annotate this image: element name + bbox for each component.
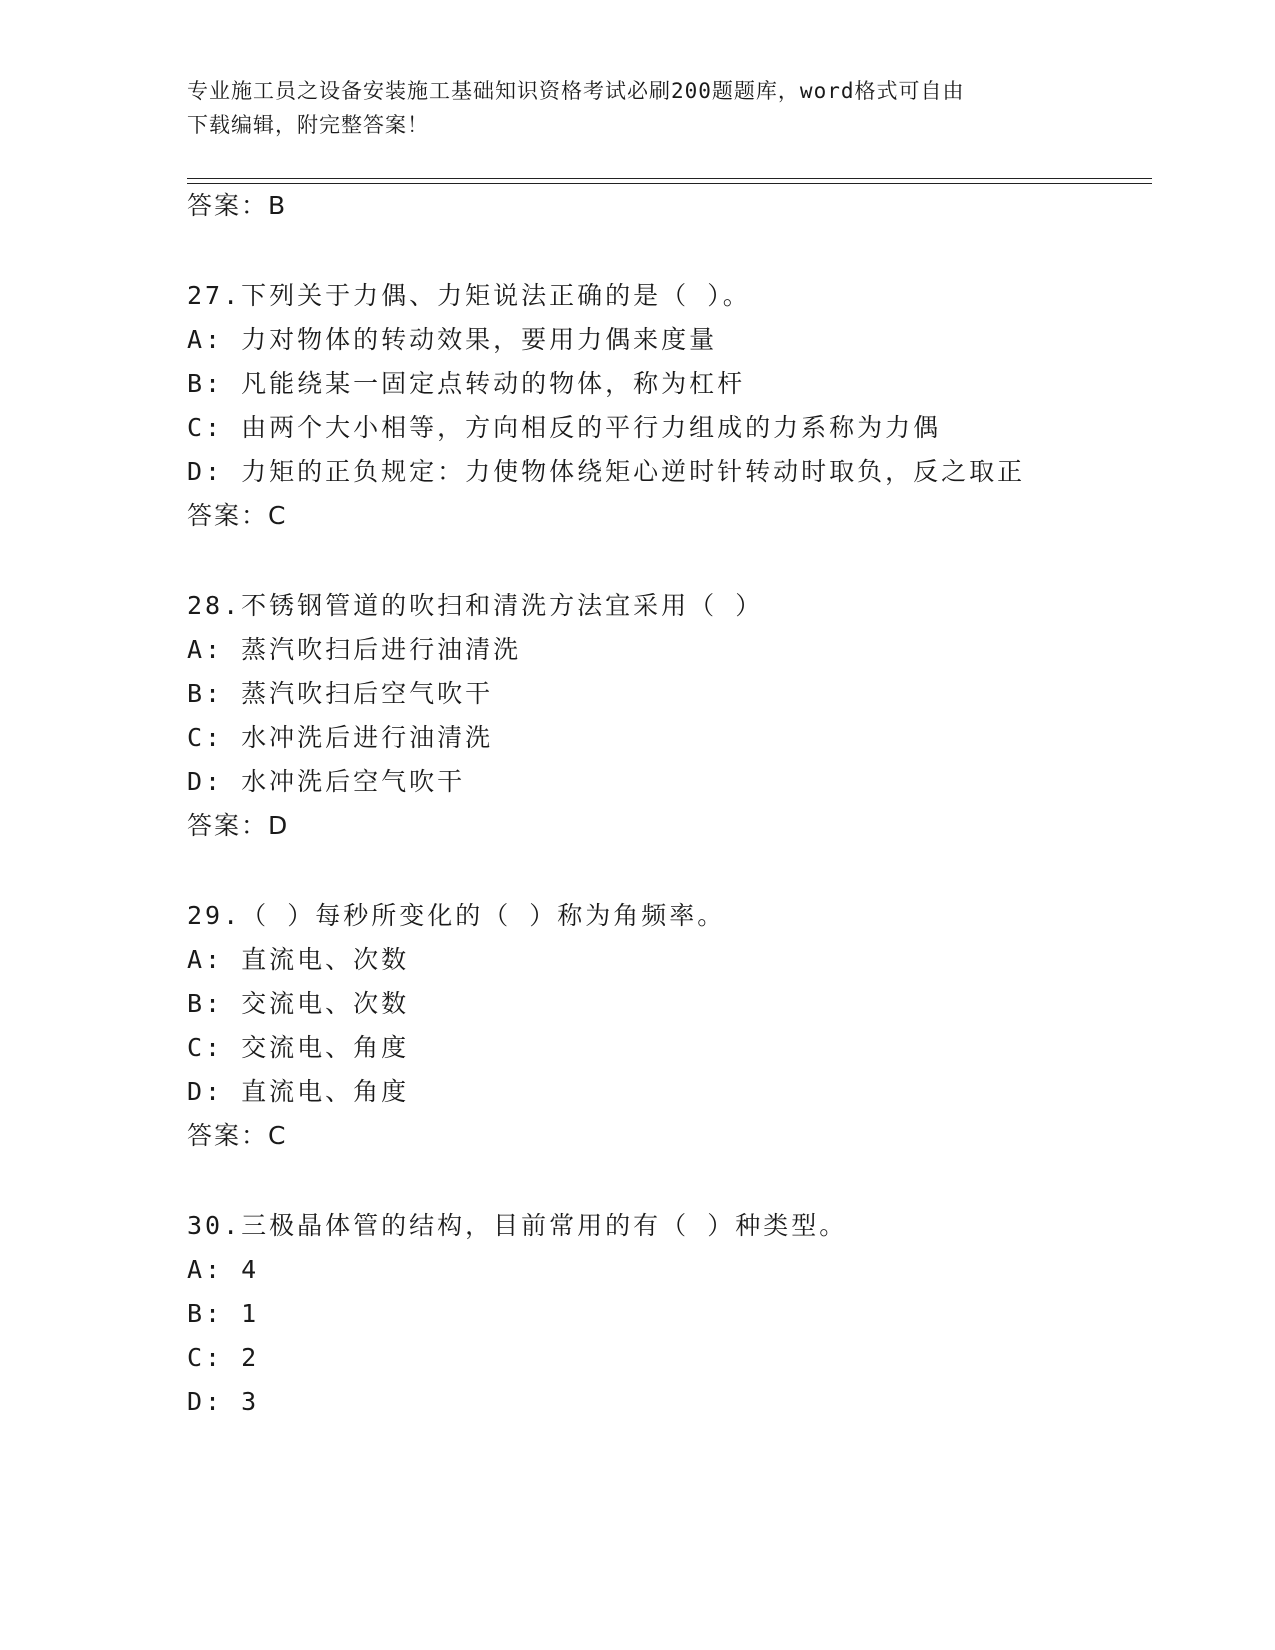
question-30-option-b: B: 1	[187, 1299, 260, 1328]
answer-line-26: 答案：B	[187, 191, 288, 220]
header-divider-top	[187, 178, 1152, 179]
document-header	[187, 74, 1087, 142]
question-30-option-c: C: 2	[187, 1343, 260, 1372]
question-29-stem: 29.（ ）每秒所变化的（ ）称为角频率。	[187, 901, 726, 930]
question-27-option-d: D: 力矩的正负规定：力使物体绕矩心逆时针转动时取负，反之取正	[187, 457, 1026, 486]
question-27-stem: 27.下列关于力偶、力矩说法正确的是（ ）。	[187, 281, 751, 310]
question-29-option-d: D: 直流电、角度	[187, 1077, 410, 1106]
question-29-option-b: B: 交流电、次数	[187, 989, 410, 1018]
question-27-option-c: C: 由两个大小相等，方向相反的平行力组成的力系称为力偶	[187, 413, 942, 442]
question-29-answer: 答案：C	[187, 1121, 288, 1150]
question-29-option-a: A: 直流电、次数	[187, 945, 410, 974]
question-30-option-a: A: 4	[187, 1255, 260, 1284]
question-28-answer: 答案：D	[187, 811, 290, 840]
question-30-stem: 30.三极晶体管的结构，目前常用的有（ ）种类型。	[187, 1211, 848, 1240]
header-line-1: 专业施工员之设备安装施工基础知识资格考试必刷200题题库，word格式可自由	[187, 79, 965, 103]
question-29-option-c: C: 交流电、角度	[187, 1033, 410, 1062]
question-30-option-d: D: 3	[187, 1387, 260, 1416]
header-line-2: 下载编辑，附完整答案！	[187, 113, 429, 137]
question-27-option-a: A: 力对物体的转动效果，要用力偶来度量	[187, 325, 718, 354]
question-28-option-c: C: 水冲洗后进行油清洗	[187, 723, 494, 752]
question-28-option-a: A: 蒸汽吹扫后进行油清洗	[187, 635, 522, 664]
question-28-stem: 28.不锈钢管道的吹扫和清洗方法宜采用（ ）	[187, 591, 764, 620]
question-27-option-b: B: 凡能绕某一固定点转动的物体，称为杠杆	[187, 369, 746, 398]
question-28-option-b: B: 蒸汽吹扫后空气吹干	[187, 679, 494, 708]
header-divider-bottom	[187, 183, 1152, 184]
question-27-answer: 答案：C	[187, 501, 288, 530]
question-28-option-d: D: 水冲洗后空气吹干	[187, 767, 466, 796]
